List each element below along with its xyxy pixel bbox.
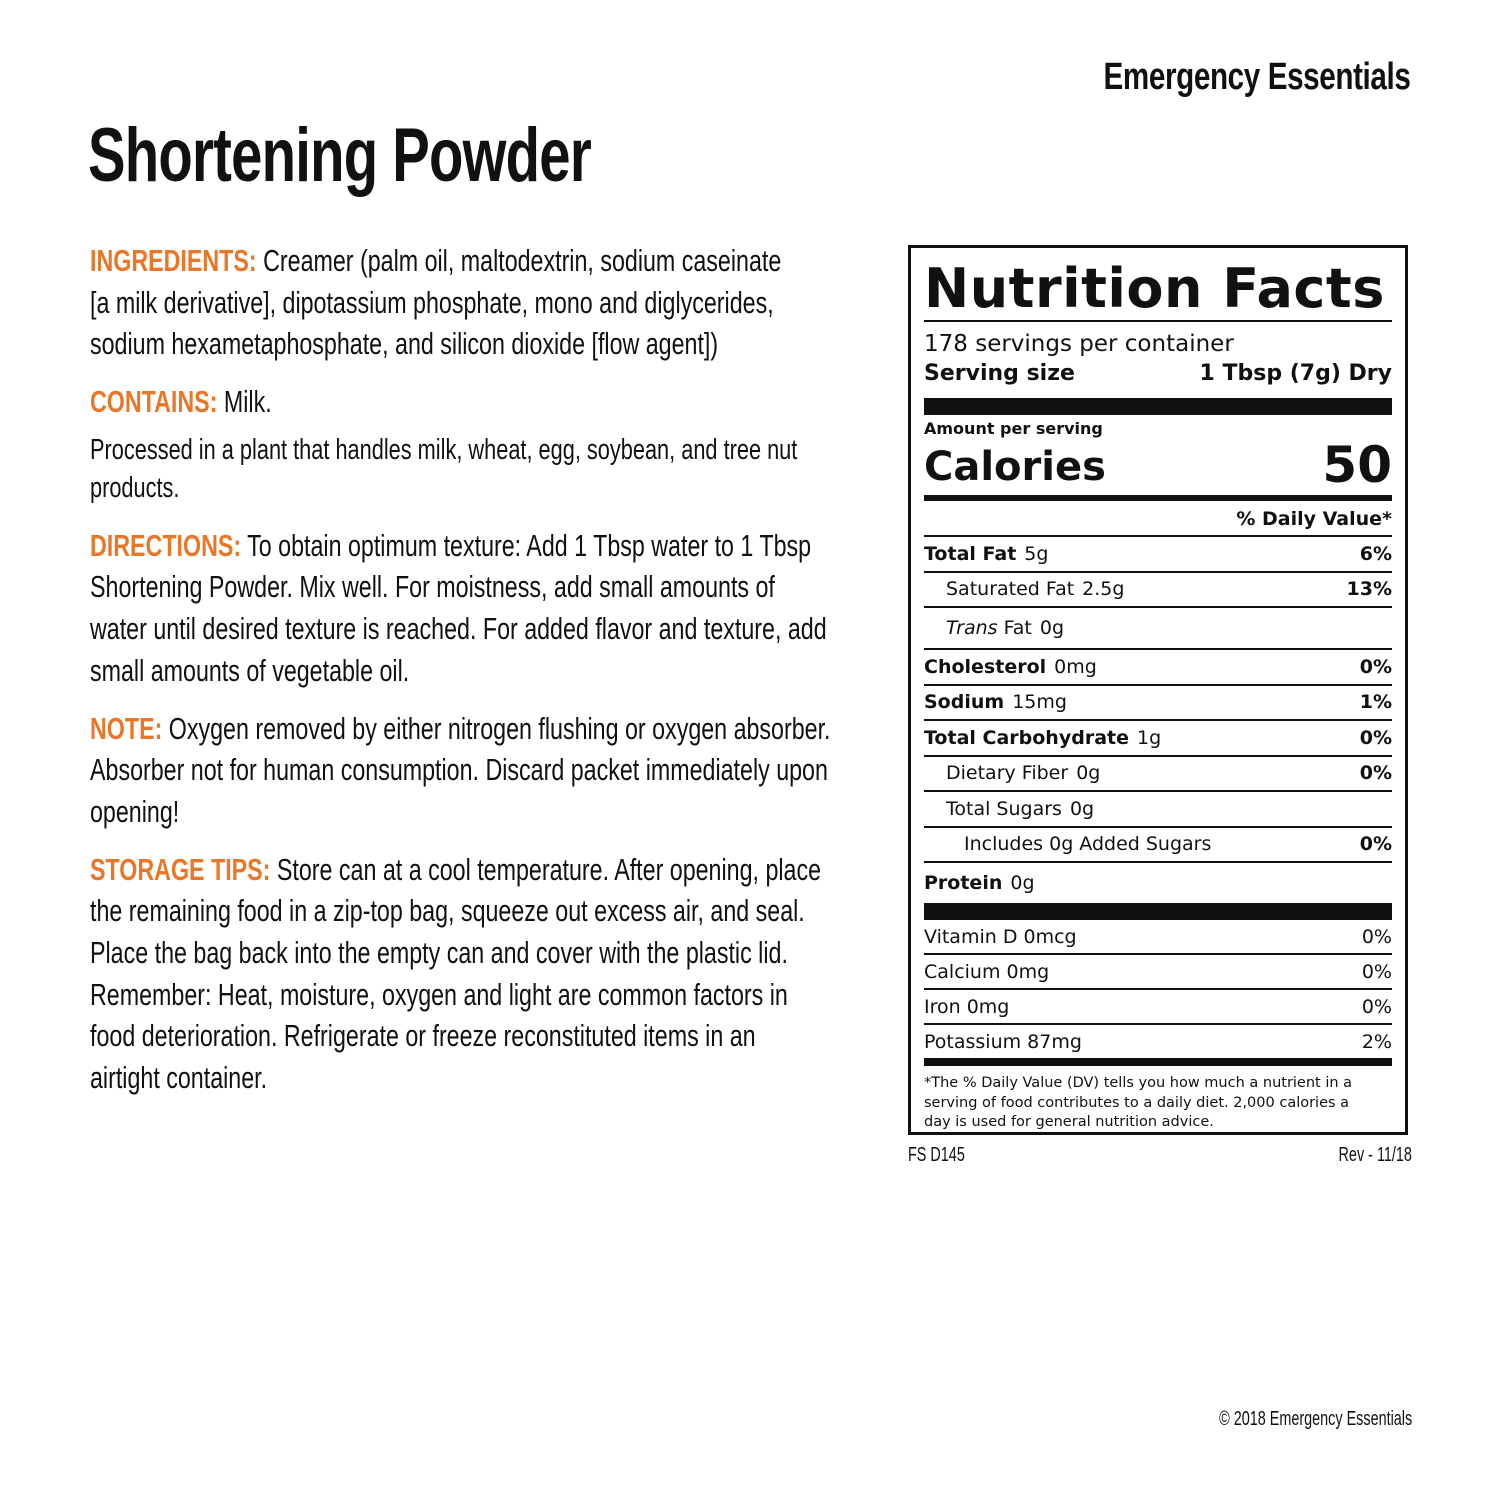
nutrient-row-cholesterol (924, 648, 1392, 684)
copyright-notice (1144, 1408, 1412, 1431)
nutrient-dv: 0% (1359, 726, 1392, 749)
nutrient-name-italic: Trans (946, 617, 998, 639)
storage-tips-section (90, 849, 870, 1099)
vitamin-row-vitamin-d (924, 920, 1392, 953)
nutrient-label (924, 833, 1211, 855)
nutrient-row-added-sugars (924, 826, 1392, 862)
nutrient-label (924, 872, 1035, 894)
calories-label: Calories (924, 444, 1106, 490)
storage-line-4: Remember: Heat, moisture, oxygen and light are common factors in (90, 976, 788, 1012)
brand-name: Emergency Essentials (1103, 56, 1410, 98)
nutrient-dv: 6% (1359, 542, 1392, 565)
nutrient-dv: 0% (1359, 762, 1392, 785)
product-title: Shortening Powder (88, 113, 591, 198)
ingredients-line-3: sodium hexametaphosphate, and silicon dioxide [flow agent]) (90, 326, 719, 362)
product-code-text: FS D145 (908, 1144, 965, 1166)
vitamin-label: Potassium 87mg (924, 1030, 1082, 1053)
nutrient-row-total-carbohydrate (924, 719, 1392, 755)
servings-per-container: 178 servings per container (924, 331, 1234, 357)
nutrient-label (924, 543, 1048, 565)
nutrient-label (924, 691, 1067, 713)
nutrient-row-protein (924, 861, 1392, 903)
vitamin-dv: 0% (1361, 995, 1392, 1018)
calories-row (924, 436, 1392, 494)
note-label: NOTE: (90, 710, 163, 746)
vitamin-row-iron (924, 988, 1392, 1023)
nutrient-row-total-fat (924, 535, 1392, 571)
nutrient-name: Dietary Fiber (946, 762, 1069, 785)
directions-line-1 (90, 525, 812, 567)
nutrient-amount: 15mg (1012, 691, 1067, 714)
processed-line-2: products. (90, 471, 180, 504)
divider (924, 320, 1392, 322)
nutrient-name: Fat (997, 617, 1032, 639)
product-code (908, 1144, 987, 1167)
nutrient-name: Sodium (924, 691, 1005, 714)
serving-size-label: Serving size (924, 361, 1075, 386)
serving-size-value: 1 Tbsp (7g) Dry (1199, 361, 1392, 386)
copyright-text: © 2018 Emergency Essentials (1218, 1408, 1412, 1430)
storage-line-2: the remaining food in a zip-top bag, squeeze out excess air, and seal. (90, 893, 805, 929)
storage-line-3: Place the bag back into the empty can and cover with the plastic lid. (90, 934, 788, 970)
page-title (88, 112, 768, 199)
nutrient-label (924, 617, 1064, 639)
contains-label: CONTAINS: (90, 384, 218, 420)
ingredients-label: INGREDIENTS: (90, 243, 257, 278)
vitamin-label: Iron 0mg (924, 995, 1010, 1018)
product-info-column (90, 240, 870, 1099)
daily-value-footnote (924, 1074, 1392, 1133)
footnote-line-3: day is used for general nutrition advice. (924, 1114, 1214, 1130)
thick-divider (924, 903, 1392, 920)
directions-label: DIRECTIONS: (90, 527, 242, 563)
note-line-2: Absorber not for human consumption. Discard packet immediately upon (90, 752, 828, 788)
storage-tips-label: STORAGE TIPS: (90, 851, 271, 887)
ingredients-text: Creamer (palm oil, maltodextrin, sodium caseinate (256, 243, 782, 278)
note-line-1 (90, 708, 831, 750)
vitamin-dv: 0% (1361, 960, 1392, 983)
nutrient-label (924, 578, 1124, 600)
nutrient-amount: 2.5g (1082, 578, 1125, 601)
nutrient-name: Protein (924, 872, 1003, 894)
nutrient-label (924, 762, 1100, 784)
nutrition-facts-title: Nutrition Facts (924, 257, 1385, 320)
nutrient-amount: 0g (1010, 872, 1035, 894)
nutrient-row-dietary-fiber (924, 755, 1392, 791)
directions-line-4: small amounts of vegetable oil. (90, 652, 410, 688)
nutrient-amount: 0g (1069, 797, 1095, 820)
contains-text: Milk. (217, 384, 272, 420)
nutrient-dv: 13% (1346, 578, 1392, 601)
nutrient-label (924, 798, 1094, 820)
daily-value-header: % Daily Value* (1236, 508, 1392, 530)
storage-line-5: food deterioration. Refrigerate or freeze reconstituted items in an (90, 1018, 756, 1054)
nutrient-row-saturated-fat (924, 571, 1392, 607)
directions-line-3: water until desired texture is reached. For added flavor and texture, add (90, 611, 827, 647)
nutrient-amount: 1g (1136, 726, 1162, 749)
nutrient-dv: 0% (1359, 833, 1392, 856)
note-section (90, 708, 870, 833)
thick-divider (924, 398, 1392, 415)
nutrient-label (924, 656, 1097, 678)
note-text: Oxygen removed by either nitrogen flushing or oxygen absorber. (162, 710, 831, 746)
note-line-3: opening! (90, 793, 180, 829)
revision-label (1310, 1144, 1412, 1167)
nutrient-amount: 0g (1039, 617, 1065, 639)
revision-text: Rev - 11/18 (1338, 1144, 1412, 1166)
directions-section (90, 525, 870, 692)
medium-divider (924, 1058, 1392, 1066)
footnote-line-2: serving of food contributes to a daily diet. 2,000 calories a (924, 1094, 1350, 1111)
nutrient-amount: 0mg (1054, 655, 1097, 678)
nutrition-facts-panel (908, 245, 1408, 1135)
processed-line-1: Processed in a plant that handles milk, wheat, egg, soybean, and tree nut (90, 433, 798, 466)
nutrient-name: Total Fat (924, 542, 1017, 565)
contains-section (90, 381, 870, 423)
nutrient-name: Total Carbohydrate (924, 726, 1129, 749)
allergen-processing-note (90, 431, 870, 507)
vitamin-dv: 2% (1361, 1030, 1392, 1053)
directions-line-2: Shortening Powder. Mix well. For moistness, add small amounts of (90, 569, 775, 605)
ingredients-line-1 (90, 240, 782, 282)
nutrient-dv: 0% (1359, 655, 1392, 678)
nutrient-dv: 1% (1359, 691, 1392, 714)
nutrient-row-trans-fat (924, 606, 1392, 648)
nutrient-name: Cholesterol (924, 655, 1047, 678)
serving-size-row (924, 358, 1392, 392)
vitamin-dv: 0% (1361, 925, 1392, 948)
storage-text: Store can at a cool temperature. After opening, place (270, 851, 822, 887)
ingredients-line-2: [a milk derivative], dipotassium phosphate, mono and diglycerides, (90, 284, 774, 320)
contains-line (90, 381, 675, 423)
nutrient-name: Includes 0g Added Sugars (964, 833, 1212, 856)
ingredients-section (90, 240, 870, 365)
nutrient-label (924, 727, 1161, 749)
directions-text: To obtain optimum texture: Add 1 Tbsp water to 1 Tbsp (241, 527, 812, 563)
vitamin-label: Calcium 0mg (924, 960, 1050, 983)
nutrient-name: Total Sugars (946, 797, 1062, 820)
vitamin-row-calcium (924, 953, 1392, 988)
amount-per-serving: Amount per serving (924, 419, 1103, 438)
calories-value: 50 (1322, 436, 1392, 494)
nutrient-name: Saturated Fat (946, 578, 1075, 601)
vitamin-row-potassium (924, 1023, 1392, 1058)
nutrient-row-total-sugars (924, 790, 1392, 826)
nutrient-row-sodium (924, 684, 1392, 720)
storage-line-6: airtight container. (90, 1060, 268, 1095)
brand-logo-text (1017, 56, 1410, 99)
nutrient-amount: 5g (1024, 542, 1049, 565)
nutrient-amount: 0g (1076, 762, 1101, 785)
storage-line-1 (90, 849, 822, 891)
vitamin-label: Vitamin D 0mcg (924, 925, 1077, 948)
footnote-line-1: *The % Daily Value (DV) tells you how much a nutrient in a (924, 1075, 1353, 1091)
